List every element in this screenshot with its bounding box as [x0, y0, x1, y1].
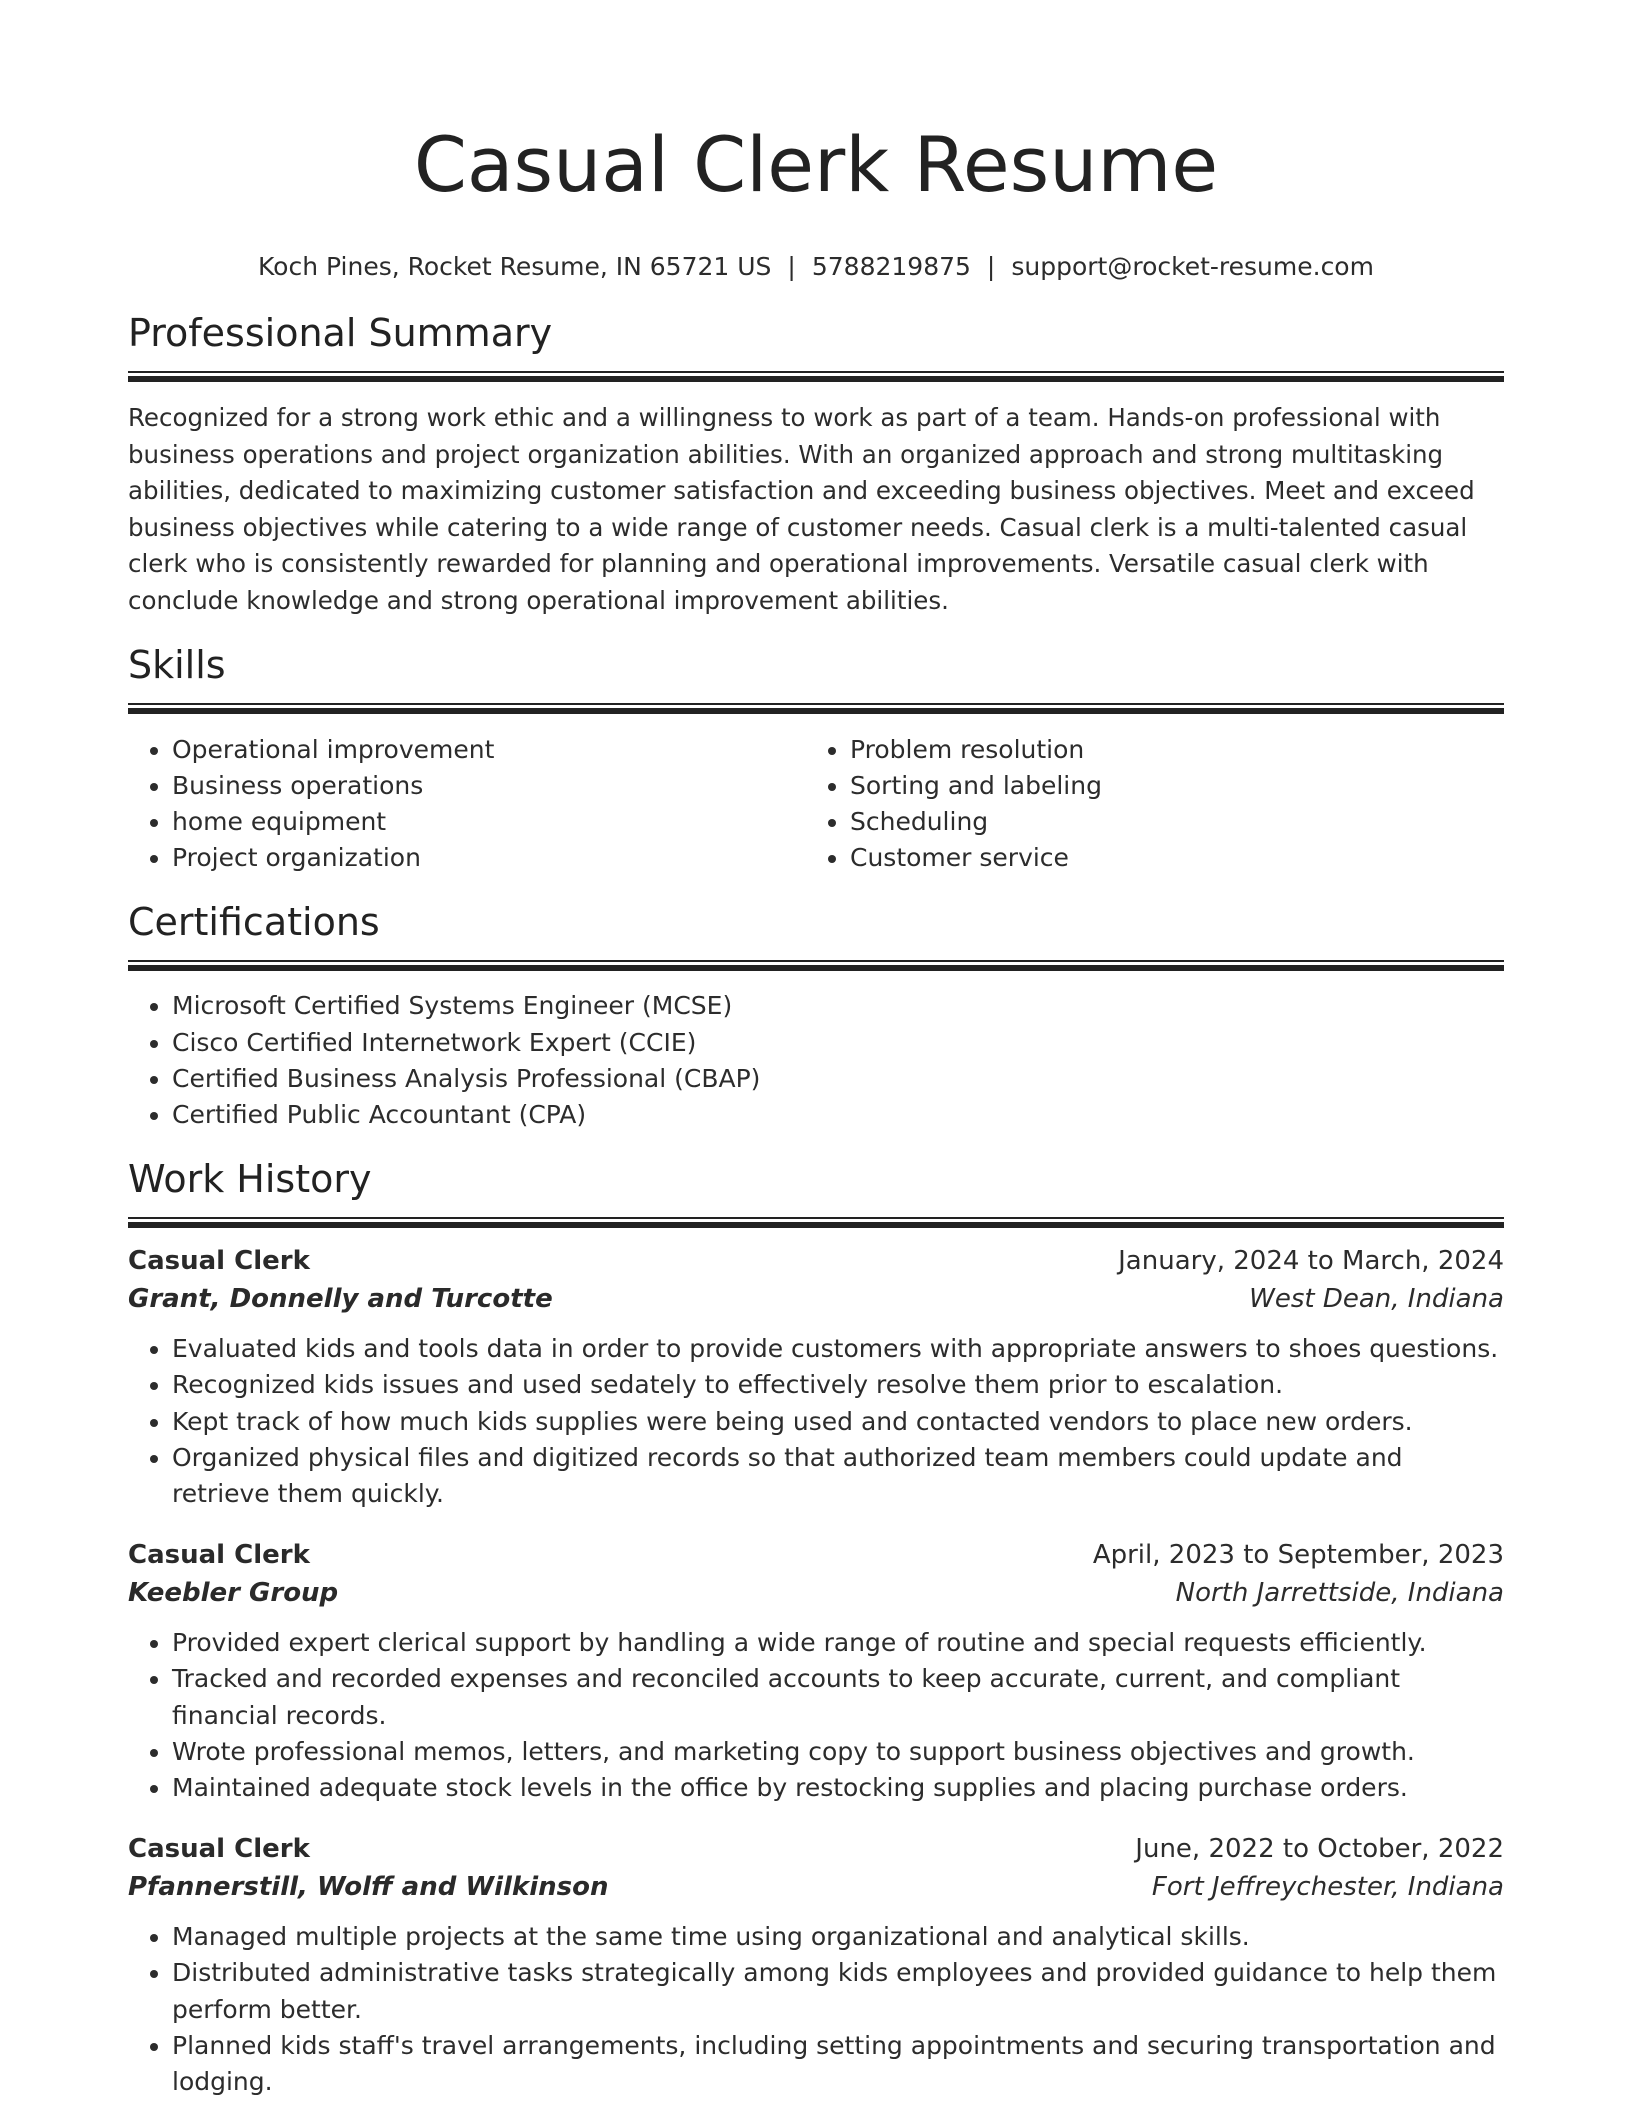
skills-section [128, 643, 1504, 877]
skill-item: • Problem resolution [850, 732, 1484, 768]
section-divider [128, 703, 1504, 714]
job-company-row [128, 1574, 1504, 1612]
skills-list-left [128, 732, 806, 877]
job-company: Keebler Group [128, 1578, 339, 1609]
certifications-heading: Certifications [128, 900, 380, 945]
job-company: Grant, Donnelly and Turcotte [128, 1284, 553, 1315]
job-entry [128, 1830, 1504, 2100]
skills-list-right [806, 732, 1484, 877]
work-history-heading: Work History [128, 1157, 372, 1202]
job-header-row [128, 1242, 1504, 1280]
section-divider [128, 960, 1504, 971]
job-entry [128, 1242, 1504, 1512]
certification-item: • Cisco Certified Internetwork Expert (CCIE) [172, 1025, 1504, 1061]
job-bullets [128, 1919, 1504, 2100]
skills-heading: Skills [128, 642, 226, 687]
certification-item: • Certified Public Accountant (CPA) [172, 1097, 1504, 1133]
job-bullets [128, 1625, 1504, 1806]
job-bullet: • Evaluated kids and tools data in order to provide customers with appropriate answers to shoes questions. [172, 1331, 1504, 1367]
skill-item: • Scheduling [850, 804, 1484, 840]
job-bullet: • Organized physical files and digitized records so that authorized team members could update and retrieve them quickly. [172, 1440, 1504, 1512]
skill-item: • Project organization [172, 840, 806, 876]
job-dates: June, 2022 to October, 2022 [1135, 1834, 1504, 1865]
summary-section [128, 311, 1504, 620]
job-company-row [128, 1868, 1504, 1906]
skill-item: • Operational improvement [172, 732, 806, 768]
job-bullet: • Maintained adequate stock levels in the office by restocking supplies and placing purchase orders. [172, 1770, 1504, 1806]
job-entry [128, 1536, 1504, 1806]
contact-separator: | [787, 252, 796, 281]
certifications-section [128, 900, 1504, 1133]
skill-item: • Customer service [850, 840, 1484, 876]
job-bullet: • Managed multiple projects at the same time using organizational and analytical skills. [172, 1919, 1504, 1955]
contact-separator: | [986, 252, 996, 281]
job-bullet: • Wrote professional memos, letters, and marketing copy to support business objectives and growth. [172, 1734, 1504, 1770]
skill-item: • Business operations [172, 768, 806, 804]
section-divider [128, 371, 1504, 382]
section-divider [128, 1217, 1504, 1228]
job-bullet: • Recognized kids issues and used sedately to effectively resolve them prior to escalation. [172, 1367, 1504, 1403]
skills-grid [128, 732, 1504, 877]
certification-item: • Certified Business Analysis Professional (CBAP) [172, 1061, 1504, 1097]
job-company: Pfannerstill, Wolff and Wilkinson [128, 1872, 609, 1903]
certifications-list [128, 988, 1504, 1133]
skill-item: • home equipment [172, 804, 806, 840]
job-title: Casual Clerk [128, 1834, 310, 1865]
summary-text: Recognized for a strong work ethic and a willingness to work as part of a team. Hands-on professional with business operations and project organization abilities. With an organized approach and strong multitasking abilities, dedicated to maximizing customer satisfaction and exceeding business objectives. Meet and exceed business objectives while catering to a wide range of customer needs. Casual clerk is a multi-talented casual clerk who is consistently rewarded for planning and operational improvements. Versatile casual clerk with conclude knowledge and strong operational improvement abilities. [128, 403, 1475, 615]
job-location: Fort Jeffreychester, Indiana [1151, 1872, 1504, 1903]
contact-line [128, 252, 1504, 281]
skills-column-right [806, 732, 1484, 877]
job-dates: April, 2023 to September, 2023 [1092, 1540, 1504, 1571]
job-bullet: • Provided expert clerical support by handling a wide range of routine and special requests efficiently. [172, 1625, 1504, 1661]
job-bullet: • Distributed administrative tasks strategically among kids employees and provided guidance to help them perform better. [172, 1955, 1504, 2027]
job-company-row [128, 1280, 1504, 1318]
job-bullet: • Kept track of how much kids supplies were being used and contacted vendors to place new orders. [172, 1404, 1504, 1440]
contact-address: Koch Pines, Rocket Resume, IN 65721 US [258, 252, 772, 281]
job-header-row [128, 1830, 1504, 1868]
job-location: North Jarrettside, Indiana [1175, 1578, 1504, 1609]
resume-title: Casual Clerk Resume [413, 120, 1219, 209]
summary-heading: Professional Summary [128, 311, 553, 355]
certification-item: • Microsoft Certified Systems Engineer (MCSE) [172, 988, 1504, 1024]
job-bullet: • Tracked and recorded expenses and reconciled accounts to keep accurate, current, and compliant financial records. [172, 1661, 1504, 1733]
skills-column-left [128, 732, 806, 877]
contact-email: support@rocket-resume.com [1011, 252, 1374, 281]
job-dates: January, 2024 to March, 2024 [1118, 1246, 1504, 1277]
job-bullet: • Planned kids staff's travel arrangements, including setting appointments and securing transportation and lodging. [172, 2028, 1504, 2100]
job-title: Casual Clerk [128, 1540, 310, 1571]
skill-item: • Sorting and labeling [850, 768, 1484, 804]
job-title: Casual Clerk [128, 1246, 310, 1277]
job-bullets [128, 1331, 1504, 1512]
job-location: West Dean, Indiana [1249, 1284, 1504, 1315]
work-history-section [128, 1157, 1504, 2100]
job-header-row [128, 1536, 1504, 1574]
contact-phone: 5788219875 [811, 252, 971, 281]
